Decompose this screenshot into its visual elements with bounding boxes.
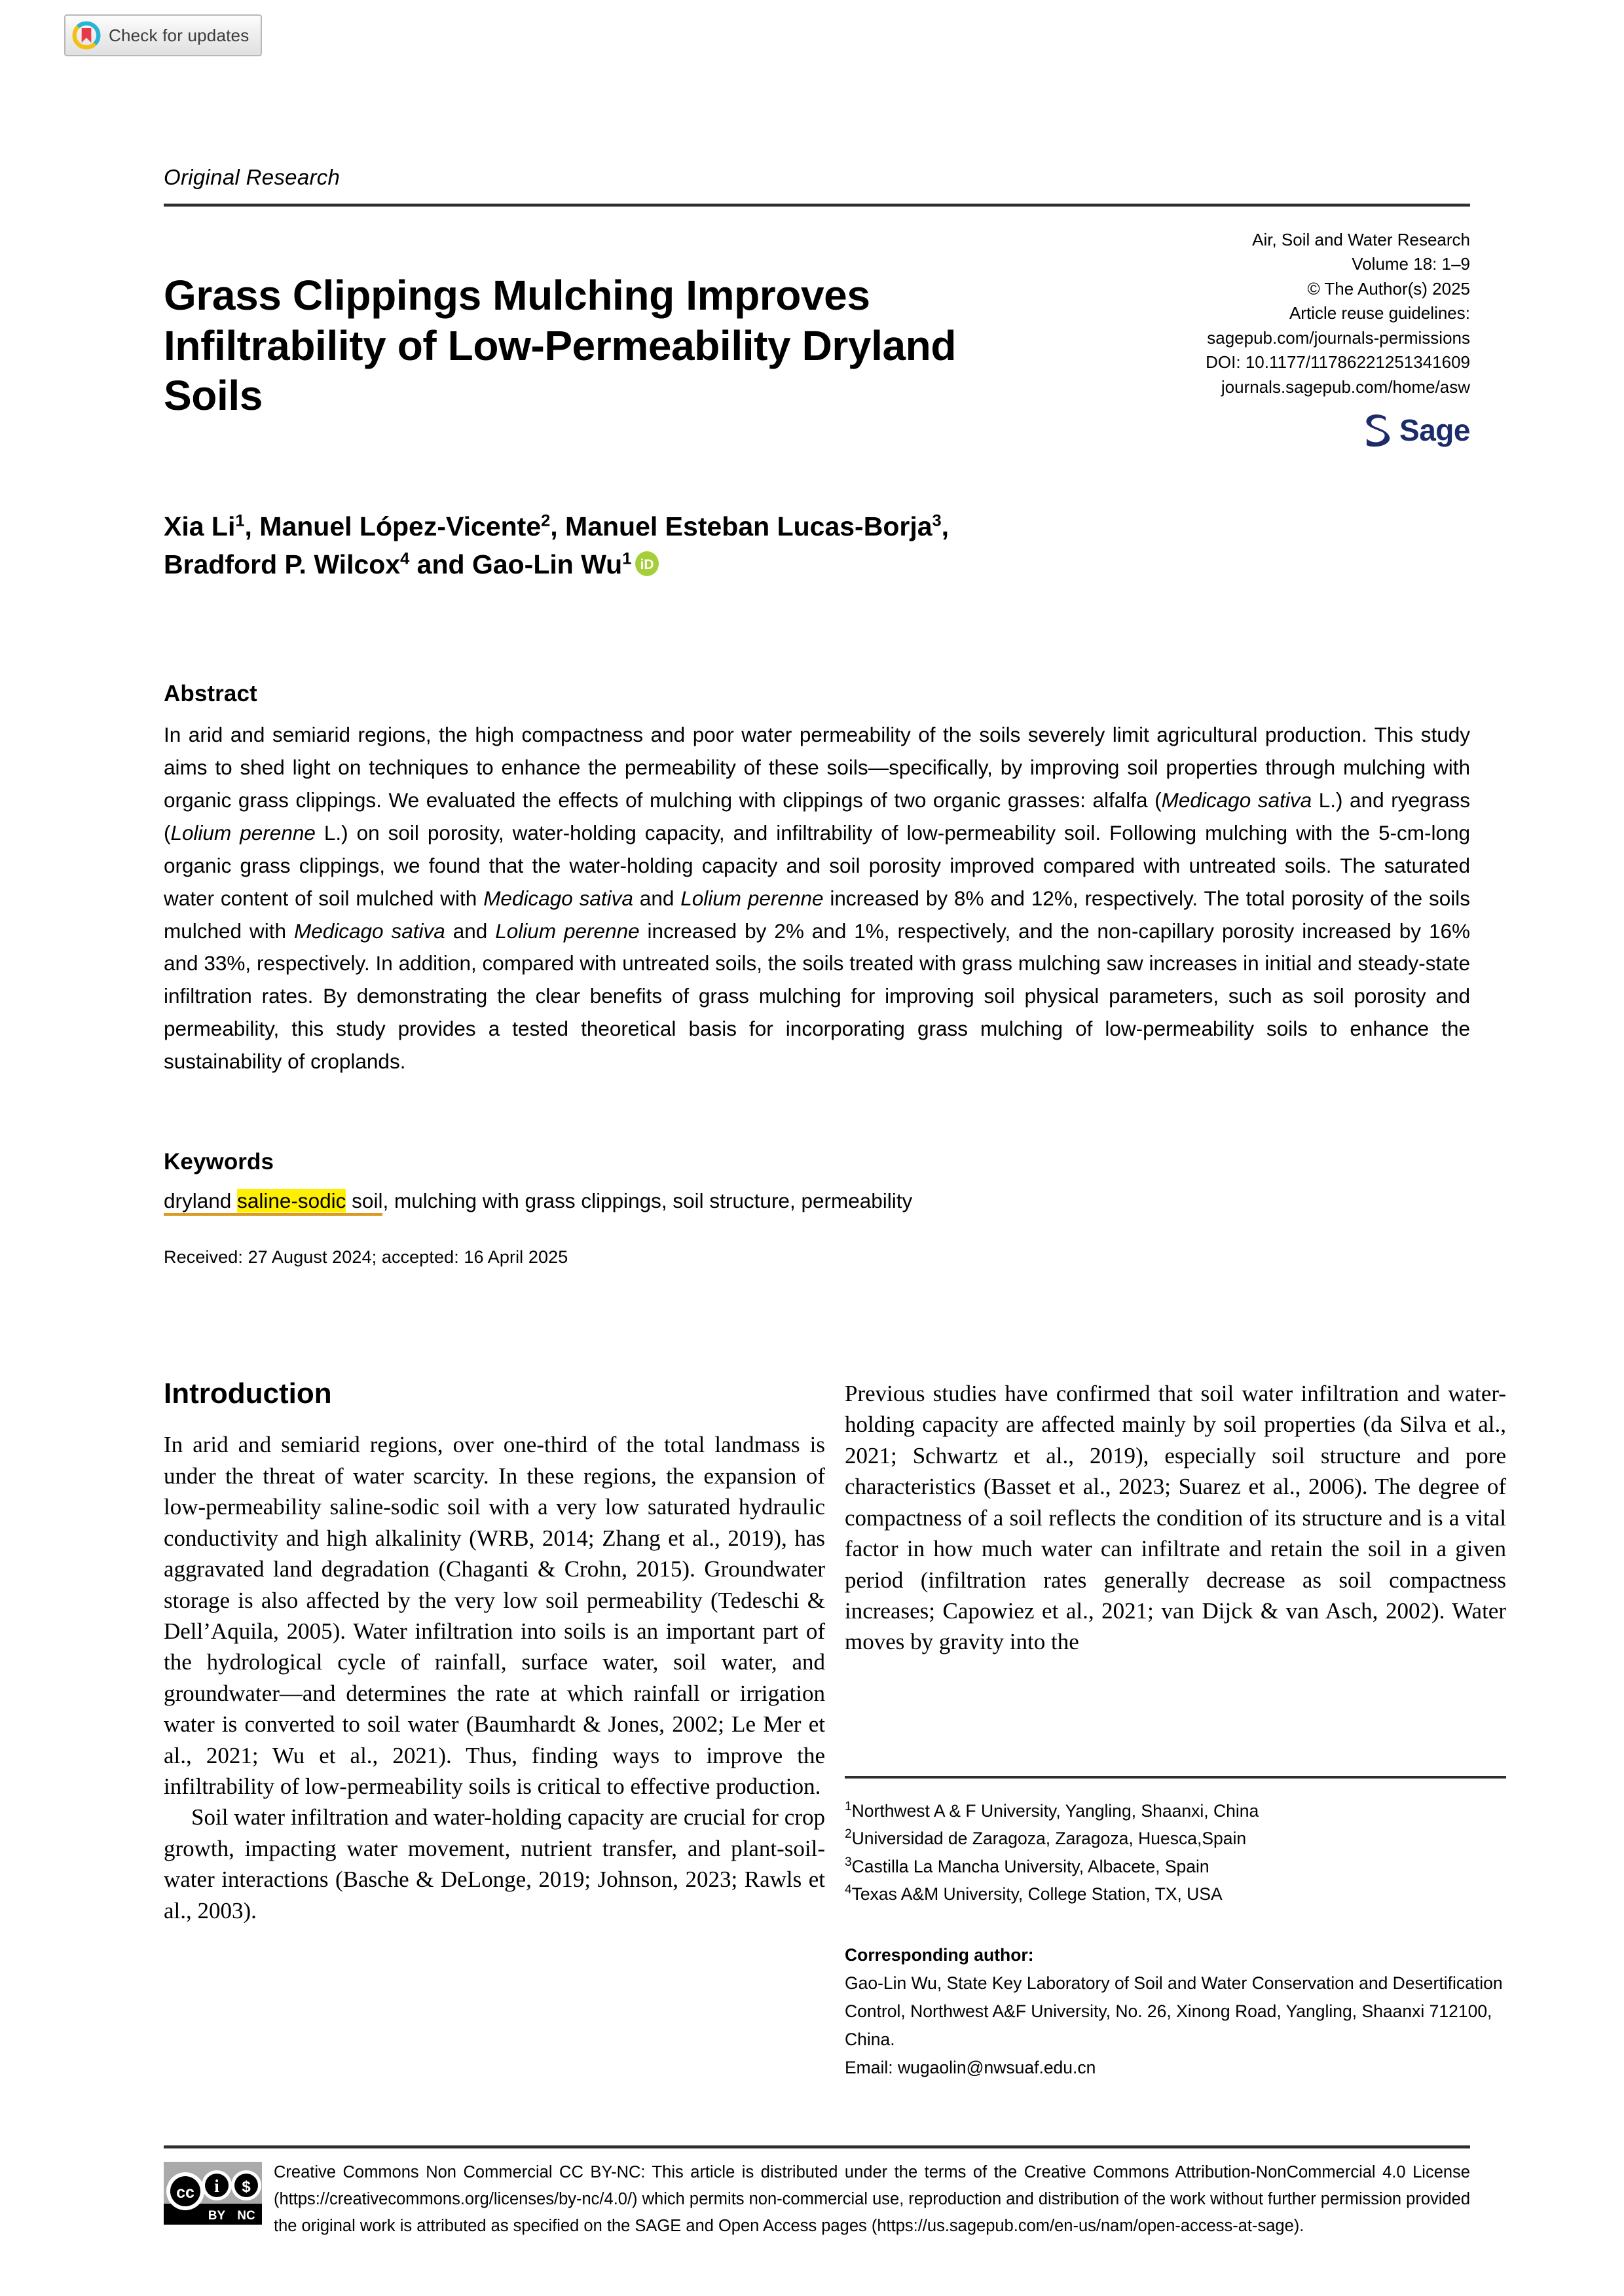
affiliation-text: Castilla La Mancha University, Albacete, Spain [851,1856,1209,1876]
species-name: Medicago sativa [483,886,633,910]
license-divider [164,2145,1470,2149]
abstract-part: In arid and semiarid regions, the high compactness and poor water permeability of the soils severely limit agricultural production. This study aims to shed light on techniques to enhance the permeability of these soils—specifically, by improving soil properties through mulching with organic grass clippings. We evaluated the effects of mulching with clippings of two organic grasses: alfalfa ( [164,723,1470,812]
author-name: and Gao-Lin Wu [409,549,623,580]
received-accepted-dates: Received: 27 August 2024; accepted: 16 April 2025 [164,1247,568,1267]
abstract-section [164,681,1470,1078]
author-name: , Manuel Esteban Lucas-Borja [550,511,932,541]
affiliation-item [845,1853,1506,1880]
reuse-guidelines-url[interactable]: sagepub.com/journals-permissions [1207,327,1470,348]
abstract-part: L.) on soil porosity, water-holding capacity, and infiltrability of low-permeability soil. Following mulching with the 5-cm-long organic grass clippings, we found that the water-holding capacity and soil porosity improved compared with untreated soils. The saturated water content of soil mulched with [164,820,1470,910]
affiliation-item [845,1797,1506,1825]
author-affil-marker: 4 [400,549,410,568]
species-name: Medicago sativa [293,919,445,943]
species-name: Medicago sativa [1161,788,1312,812]
svg-text:cc: cc [176,2183,194,2202]
journal-home-url[interactable]: journals.sagepub.com/home/asw [1221,376,1470,397]
license-text: Creative Commons Non Commercial CC BY-NC: This article is distributed under the terms of the Creative Commons Attribution-NonCommercial 4.0 License (https://creativecommons.org/licenses/by-nc/4.0/) which permits non-commercial use, reproduction and distribution of the work without further permission provided the original work is attributed as specified on the SAGE and Open Access pages (https://us.sagepub.com/en-us/nam/open-access-at-sage). [274,2163,1470,2235]
abstract-part: increased by 8% and 12%, respectively. The total porosity of the soils mulched with [164,886,1470,943]
sage-logo [959,409,1470,452]
affiliation-item [845,1880,1506,1908]
abstract-part: and [445,919,496,943]
abstract-part: and [633,886,681,910]
affiliation-marker: 2 [845,1827,852,1842]
header-divider [164,204,1470,207]
svg-text:i: i [214,2176,219,2196]
body-paragraph: In arid and semiarid regions, over one-third of the total landmass is under the threat of water scarcity. In these regions, the expansion of low-permeability saline-sodic soil with a very low saturated hydraulic conductivity and high alkalinity (WRB, 2014; Zhang et al., 2019), has aggravated land degradation (Chaganti & Crohn, 2015). Groundwater storage is also affected by the very low soil permeability (Tedeschi & Dell’Aquila, 2005). Water infiltration into soils is an important part of the hydrological cycle of rainfall, surface water, soil water, and groundwater—and determines the rate at which rainfall or irrigation water is converted to soil water (Baumhardt & Jones, 2002; Le Mer et al., 2021; Wu et al., 2021). Thus, finding ways to improve the infiltrability of low-permeability soils is critical to effective production. [164,1432,825,1800]
keyword-term: soil [346,1189,383,1212]
affiliation-marker: 4 [845,1883,852,1897]
corresponding-author-email[interactable]: Email: wugaolin@nwsuaf.edu.cn [845,2057,1096,2077]
body-paragraph: Previous studies have confirmed that soil water infiltration and water-holding capacity are affected mainly by soil properties (da Silva et al., 2021; Schwartz et al., 2019), especially soil structure and pore characteristics (Basset et al., 2023; Suarez et al., 2006). The degree of compactness of a soil reflects the condition of its structure and is a vital factor in how much water can infiltrate and retain the soil in a given period (infiltration rates generally decrease as soil compactness increases; Capowiez et al., 2021; van Dijck & van Asch, 2002). Water moves by gravity into the [845,1381,1506,1655]
corresponding-author-block [845,1941,1506,2082]
reuse-guidelines-label: Article reuse guidelines: [1289,303,1470,323]
author-name: Bradford P. Wilcox [164,549,401,580]
affiliations-list [845,1797,1506,1908]
species-name: Lolium perenne [170,820,316,845]
keyword-highlighted: saline-sodic [237,1189,346,1212]
author-affil-marker: 2 [541,511,551,530]
author-list [164,507,1342,587]
keyword-underlined-group [164,1189,382,1216]
author-name: , Manuel López-Vicente [244,511,542,541]
affiliation-text: Texas A&M University, College Station, TX, USA [851,1884,1223,1904]
body-column-left [164,1378,825,1926]
author-name: Xia Li [164,511,236,541]
body-paragraph: Soil water infiltration and water-holding capacity are crucial for crop growth, impacting water movement, nutrient transfer, and plant-soil-water interactions (Basche & DeLonge, 2019; Johnson, 2023; Rawls et al., 2003). [164,1804,825,1923]
cc-nc-label: NC [237,2209,255,2223]
article-type-kicker: Original Research [164,165,341,189]
cc-by-label: BY [208,2209,226,2223]
check-for-updates-label: Check for updates [109,25,249,45]
corresponding-author-heading: Corresponding author: [845,1945,1034,1965]
orcid-id-icon[interactable] [634,549,660,587]
author-affil-marker: 3 [932,511,942,530]
sage-s-mark-icon [1363,413,1393,447]
author-separator: , [941,511,950,541]
affiliation-item [845,1825,1506,1852]
author-affil-marker: 1 [235,511,245,530]
abstract-part: L.) and ryegrass ( [164,788,1470,845]
license-section [164,2159,1470,2239]
doi-line[interactable]: DOI: 10.1177/11786221251341609 [1206,352,1470,373]
crossmark-icon [72,21,101,50]
abstract-heading: Abstract [164,681,257,706]
body-column-right [845,1378,1506,1658]
creative-commons-by-nc-badge [164,2162,262,2233]
abstract-part: increased by 2% and 1%, respectively, and the non-capillary porosity increased by 16% and 33%, respectively. In addition, compared with untreated soils, the soils treated with grass mulching saw increases in initial and steady-state infiltration rates. By demonstrating the clear benefits of grass mulching for improving soil physical parameters, such as soil porosity and permeability, this study provides a tested theoretical basis for incorporating grass mulching of low-permeability soils to enhance the sustainability of croplands. [164,919,1470,1074]
page-title: Grass Clippings Mulching Improves Infiltrability of Low-Permeability Dryland Soils [164,271,957,420]
footnote-divider [845,1776,1506,1779]
svg-text:iD: iD [640,557,654,573]
keyword-term: dryland [164,1189,238,1212]
sage-wordmark: Sage [1399,413,1470,448]
keywords-heading: Keywords [164,1149,274,1175]
abstract-text [164,719,1470,1078]
keyword-term: , mulching with grass clippings, soil structure, permeability [382,1189,913,1212]
section-heading-introduction: Introduction [164,1377,332,1410]
species-name: Lolium perenne [495,919,640,943]
journal-name: Air, Soil and Water Research [1252,230,1470,249]
affiliation-marker: 3 [845,1855,852,1869]
journal-metadata [959,228,1470,452]
corresponding-author-address: Gao-Lin Wu, State Key Laboratory of Soil and Water Conservation and Desertification Control, Northwest A&F University, No. 26, Xinong Road, Yangling, Shaanxi 712100, China. [845,1973,1503,2049]
check-for-updates-badge[interactable] [64,14,262,56]
affiliation-text: Universidad de Zaragoza, Zaragoza, Huesca,Spain [851,1829,1247,1849]
affiliation-marker: 1 [845,1800,852,1814]
svg-text:$: $ [242,2178,251,2196]
affiliation-text: Northwest A & F University, Yangling, Shaanxi, China [851,1801,1259,1821]
journal-volume: Volume 18: 1–9 [1352,254,1470,274]
keywords-text [164,1186,1470,1216]
author-affil-marker: 1 [622,549,632,568]
species-name: Lolium perenne [680,886,824,910]
keywords-section [164,1149,1470,1216]
copyright-line: © The Author(s) 2025 [1307,278,1470,299]
